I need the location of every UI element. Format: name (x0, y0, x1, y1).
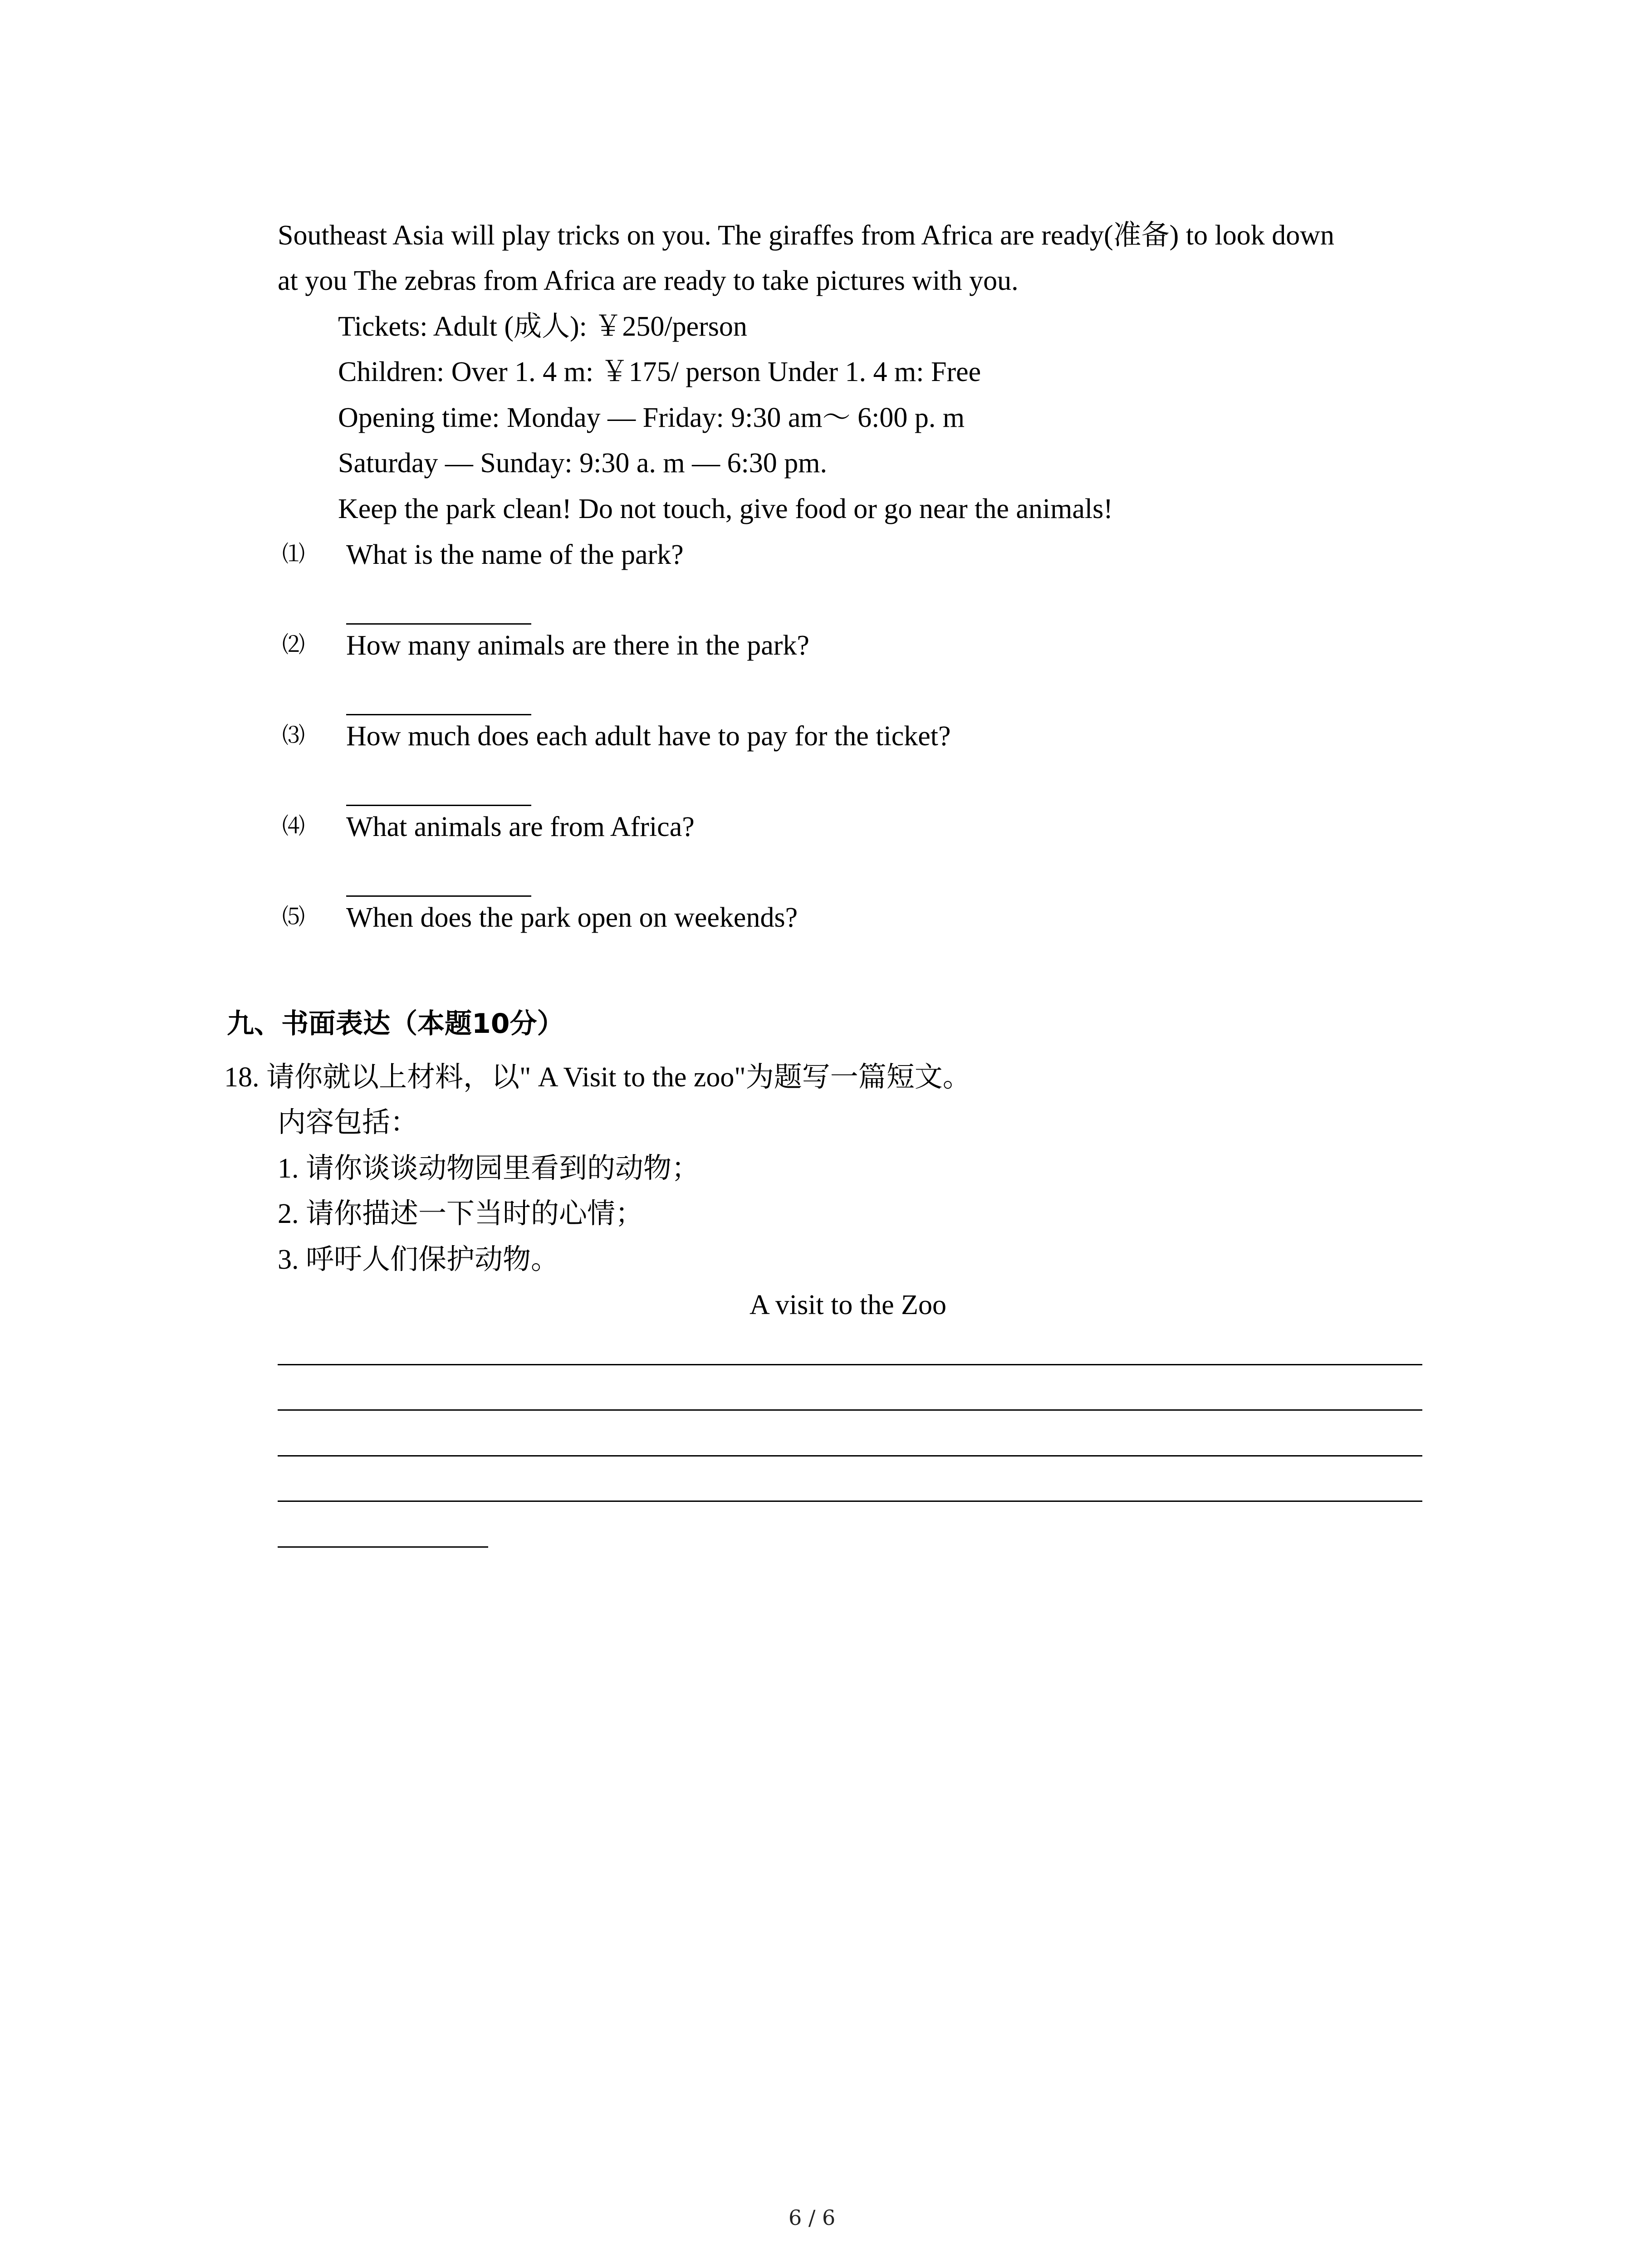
content-point: 1. 请你谈谈动物园里看到的动物； (278, 1153, 700, 1184)
answer-blank[interactable] (346, 895, 531, 897)
essay-title: A visit to the Zoo (749, 1290, 946, 1320)
writing-prompt: 18. 请你就以上材料，以" A Visit to the zoo"为题写一篇短文。 (224, 1062, 971, 1093)
writing-line[interactable] (278, 1501, 1422, 1502)
writing-line[interactable] (278, 1409, 1422, 1411)
section-heading: 九、书面表达（本题10分） (227, 1008, 564, 1040)
question-text: How much does each adult have to pay for the ticket? (346, 721, 951, 752)
question-number: ⑵ (282, 631, 305, 658)
park-rules: Keep the park clean! Do not touch, give food or go near the animals! (338, 494, 1113, 524)
writing-line[interactable] (278, 1364, 1422, 1365)
answer-blank[interactable] (346, 714, 531, 715)
answer-blank[interactable] (346, 805, 531, 806)
content-point: 3. 呼吁人们保护动物。 (278, 1244, 559, 1275)
page-number: 6 / 6 (789, 2205, 836, 2230)
question-text: When does the park open on weekends? (346, 902, 798, 933)
tickets-children: Children: Over 1. 4 m: ￥175/ person Under 1. 4 m: Free (338, 357, 981, 387)
question-number: ⑶ (282, 722, 305, 748)
passage-line-2: at you The zebras from Africa are ready to take pictures with you. (278, 265, 1019, 296)
question-text: How many animals are there in the park? (346, 630, 809, 661)
question-number: ⑷ (282, 813, 305, 839)
question-number: ⑴ (282, 541, 305, 567)
content-label: 内容包括： (278, 1107, 419, 1138)
answer-blank[interactable] (346, 623, 531, 625)
passage-line-1: Southeast Asia will play tricks on you. The giraffes from Africa are ready(准备) to look down (278, 220, 1335, 251)
writing-line[interactable] (278, 1546, 488, 1548)
content-point: 2. 请你描述一下当时的心情； (278, 1198, 644, 1229)
opening-weekend: Saturday — Sunday: 9:30 a. m — 6:30 pm. (338, 448, 828, 479)
tickets-adult: Tickets: Adult (成人): ￥250/person (338, 311, 747, 342)
writing-line[interactable] (278, 1455, 1422, 1457)
opening-weekday: Opening time: Monday — Friday: 9:30 am～ 6:00 p. m (338, 402, 965, 433)
question-text: What is the name of the park? (346, 539, 684, 570)
question-text: What animals are from Africa? (346, 811, 695, 842)
question-number: ⑸ (282, 904, 305, 930)
